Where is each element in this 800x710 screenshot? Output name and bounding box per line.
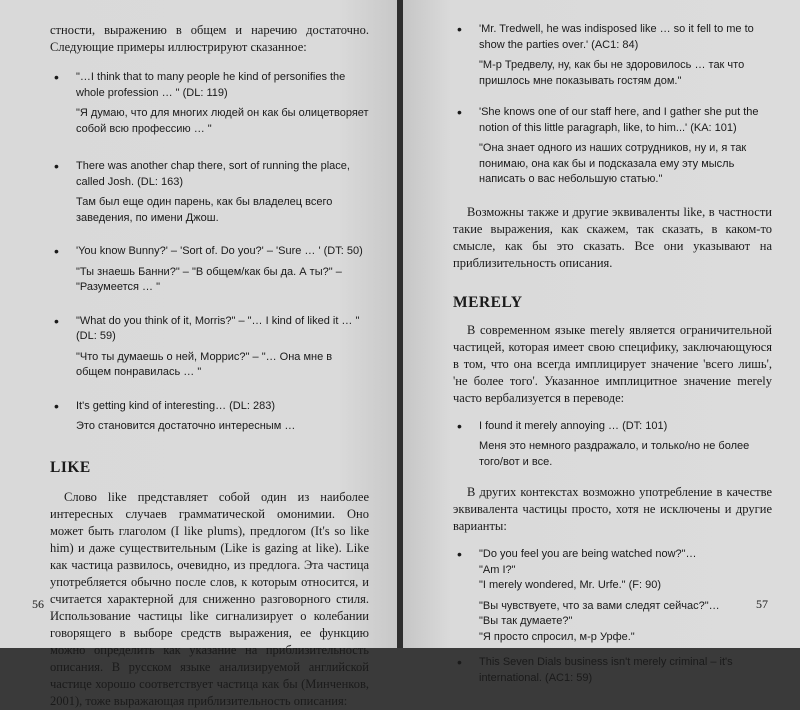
example-item [50,399,369,435]
example-english: It's getting kind of interesting… (DL: 283) [76,399,275,412]
bullet-icon: • [457,104,462,120]
example-item [453,419,772,471]
example-item [453,105,772,188]
page-number: 57 [756,597,768,611]
bullet-icon: • [457,21,462,37]
right-page-content [403,0,800,686]
example-russian: Меня это немного раздражало, и только/но не более того/вот и все. [479,440,750,468]
example-item [50,244,369,296]
dialog-line-english: "Am I?" [479,563,516,576]
dialog-line-russian: "Вы чувствуете, что за вами следят сейчас?"… [479,599,720,612]
example-english: 'Mr. Tredwell, he was indisposed like … so it fell to me to show the parties over.' (AC1: 84) [479,23,754,51]
example-russian: "Я думаю, что для многих людей он как бы олицетворяет собой всю профессию … " [76,107,369,135]
example-item [50,159,369,226]
left-page [0,0,397,708]
dialog-example [453,547,772,645]
example-item [50,314,369,381]
bullet-icon: • [457,654,462,670]
example-russian: Там был еще один парень, как бы владелец всего заведения, по имени Джош. [76,196,333,224]
example-english: 'She knows one of our staff here, and I gather she put the notion of this little paragraph, like, to him...' (KA: 101) [479,106,759,134]
dialog-line-english: "I merely wondered, Mr. Urfe." (F: 90) [479,579,662,591]
example-item [50,70,369,137]
example-english: 'You know Bunny?' – 'Sort of. Do you?' – 'Sure … ' (DT: 50) [76,245,363,257]
left-page-content [0,0,397,710]
example-english: "What do you think of it, Morris?" – "… I kind of liked it … " (DL: 59) [76,314,360,342]
right-page [403,0,800,684]
example-russian: "Что ты думаешь о ней, Моррис?" – "… Она мне в общем понравилась … " [76,350,333,378]
example-english: "…I think that to many people he kind of personifies the whole profession … " (DL: 119) [76,71,346,99]
dialog-line-russian: "Я просто спросил, м-р Урфе." [479,630,635,643]
section-heading-like: LIKE [50,458,91,476]
page-number: 56 [32,597,44,611]
bullet-icon: • [457,417,462,434]
example-russian: "М-р Тредвелу, ну, как бы не здоровилось … так что пришлось мне показывать гостям дом." [479,59,745,87]
merely-context-paragraph: В других контекстах возможно употребление в качестве эквивалента частицы просто, хотя не исключены и другие варианты: [453,485,772,533]
merely-intro-paragraph: В современном языке merely является ограничительной частицей, которая имеет свою специфику, заключающуюся в том, что она всегда имплицирует значение 'всего лишь', 'не более того'. Указанное имплицитное значение merely часто вербализуется в переводе: [453,322,772,405]
example-english: There was another chap there, sort of running the place, called Josh. (DL: 163) [76,160,350,188]
example-russian: Это становится достаточно интересным … [76,420,296,432]
dialog-line-russian: "Вы так думаете?" [479,615,573,627]
example-russian: "Ты знаешь Банни?" – "В общем/как бы да. А ты?" – "Разумеется … " [76,265,342,293]
example-english: This Seven Dials business isn't merely criminal – it's international. (AC1: 59) [479,656,733,684]
bullet-icon: • [54,397,59,414]
bullet-icon: • [54,158,59,174]
example-russian: "Она знает одного из наших сотрудников, ну и, я так понимаю, она как бы и подсказала ему эту мысль написать о вас небольшую статью." [479,142,747,185]
like-equivalents-paragraph: Возможны также и другие эквиваленты like, в частности такие выражения, как скажем, так сказать, в каком-то смысле, как бы это сказать. Все они указывают на приблизительность описания. [453,204,772,270]
like-body-paragraph: Слово like представляет собой один из наиболее интересных случаев грамматической омонимии. Оно может быть глаголом (I like plums), предлогом (It's so like him) и даже существительным (Like is gazing at like). Like как частица развилось, очевидно, из предлога. Эта частица употребляется обычно после слов, к которым относится, и считается характерной для сниженно разговорного стиля. Использование частицы like сигнализирует о колебании говорящего в выборе средств выражения, ее функцию можно определить как указание на приблизительность описания. В русском языке анализируемой английской частице хорошо соответствует частица как бы (Минченков, 2001), тоже выражающая приблизительность описания: [50,489,369,708]
example-item [453,655,772,686]
bullet-icon: • [54,243,59,259]
bullet-icon: • [457,546,462,562]
bullet-icon: • [54,312,59,329]
example-english: I found it merely annoying … (DT: 101) [479,419,668,432]
left-intro-paragraph: стности, выражению в общем и наречию достаточно. Следующие примеры иллюстрируют сказанное: [50,23,369,54]
section-heading-merely: MERELY [453,293,523,311]
dialog-line-english: "Do you feel you are being watched now?"… [479,548,697,560]
bullet-icon: • [54,69,59,85]
example-item [453,22,772,89]
